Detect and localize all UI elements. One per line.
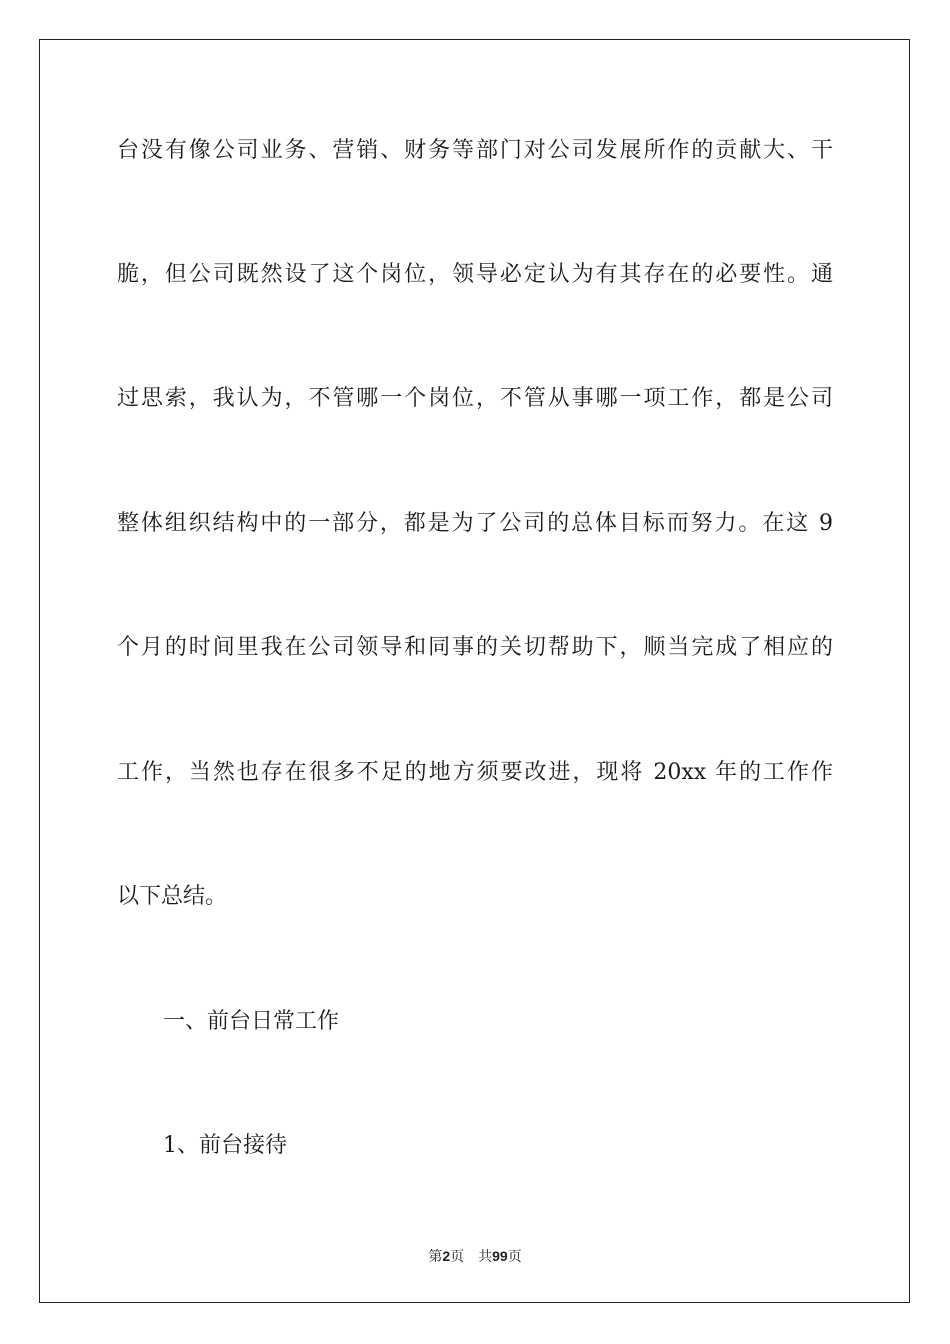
- footer-page-prefix: 第: [428, 1249, 443, 1265]
- subsection-heading: 1、前台接待: [163, 1133, 287, 1158]
- section-heading: 一、前台日常工作: [163, 1009, 340, 1034]
- paragraph-line: 过思索，我认为，不管哪一个岗位，不管从事哪一项工作，都是公司: [117, 386, 833, 411]
- paragraph-line: 整体组织结构中的一部分，都是为了公司的总体目标而努力。在这 9: [117, 511, 833, 536]
- paragraph-line: 以下总结。: [117, 884, 228, 909]
- footer-page-number: 2: [442, 1248, 451, 1264]
- paragraph-line: 台没有像公司业务、营销、财务等部门对公司发展所作的贡献大、干: [117, 138, 833, 163]
- footer-total-prefix: 共: [478, 1249, 493, 1265]
- footer-total-suffix: 页: [507, 1249, 522, 1265]
- page-border: [39, 39, 910, 1303]
- footer-total-pages: 99: [492, 1248, 508, 1264]
- paragraph-line: 脆，但公司既然设了这个岗位，领导必定认为有其存在的必要性。通: [117, 262, 833, 287]
- footer-page-suffix: 页: [450, 1249, 465, 1265]
- paragraph-line: 个月的时间里我在公司领导和同事的关切帮助下，顺当完成了相应的: [117, 635, 833, 660]
- page-footer: [0, 1246, 950, 1267]
- paragraph-line: 工作，当然也存在很多不足的地方须要改进，现将 20xx 年的工作作: [117, 760, 833, 785]
